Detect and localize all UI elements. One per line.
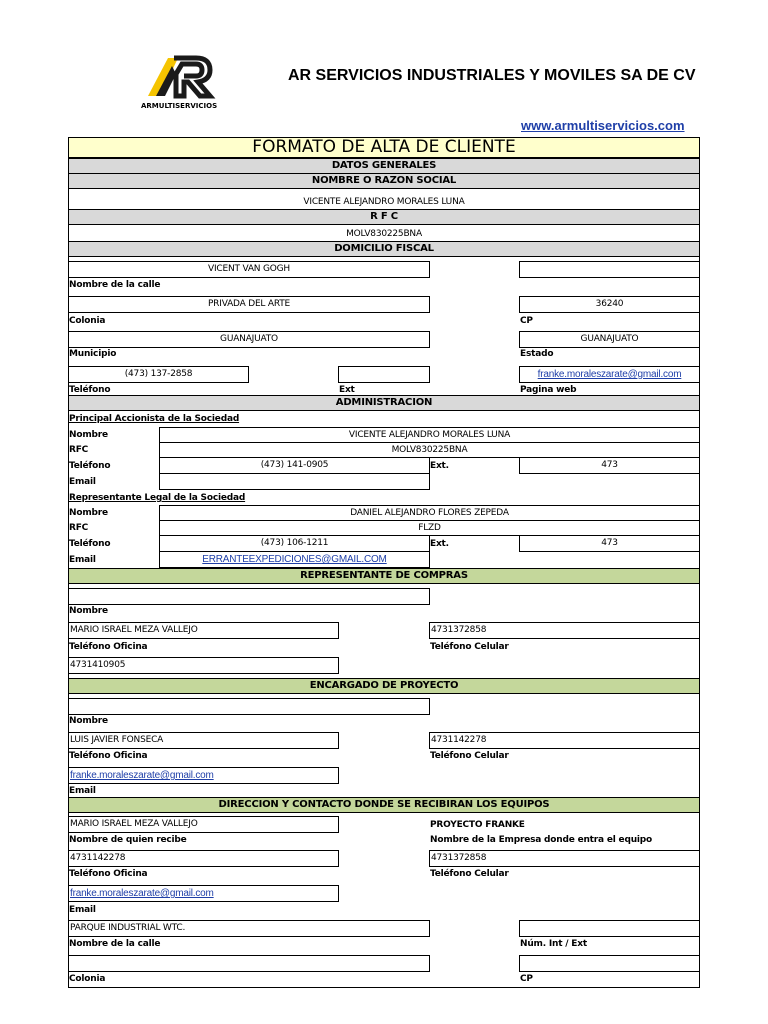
compras-celular-field[interactable]: 4731372858	[429, 622, 700, 639]
direccion-cp-field[interactable]	[519, 955, 700, 972]
cp-label: CP	[520, 316, 533, 326]
acc-email-label: Email	[69, 477, 96, 487]
direccion-num-label: Núm. Int / Ext	[520, 939, 587, 949]
web-label: Pagina web	[520, 385, 577, 395]
acc-rfc-field[interactable]: MOLV830225BNA	[159, 442, 700, 458]
colonia-label: Colonia	[69, 316, 106, 326]
telefono-field[interactable]: (473) 137-2858	[68, 366, 249, 383]
accionista-label: Principal Accionista de la Sociedad	[69, 414, 240, 424]
acc-ext-field[interactable]: 473	[519, 457, 700, 474]
compras-celular-label: Teléfono Celular	[430, 642, 509, 652]
compras-blank-field[interactable]	[68, 588, 430, 605]
web-field[interactable]	[519, 366, 700, 383]
razon-social-header: NOMBRE O RAZON SOCIAL	[68, 173, 700, 188]
web-link[interactable]: franke.moraleszarate@gmail.com	[537, 369, 682, 380]
rep-email-label: Email	[69, 555, 96, 565]
rep-nombre-field[interactable]: DANIEL ALEJANDRO FLORES ZEPEDA	[159, 505, 700, 521]
proyecto-celular-field[interactable]: 4731142278	[429, 732, 700, 749]
company-name: AR SERVICIOS INDUSTRIALES Y MOVILES SA DE CV	[288, 67, 696, 84]
direccion-colonia-label: Colonia	[69, 974, 106, 984]
rep-tel-label: Teléfono	[69, 539, 111, 549]
datos-generales-header: DATOS GENERALES	[68, 158, 700, 173]
direccion-calle-field[interactable]: PARQUE INDUSTRIAL WTC.	[68, 920, 430, 937]
proyecto-email-label: Email	[69, 786, 96, 796]
form-title-text: FORMATO DE ALTA DE CLIENTE	[252, 137, 516, 157]
proyecto-header: ENCARGADO DE PROYECTO	[68, 678, 700, 693]
direccion-email-link[interactable]: franke.moraleszarate@gmail.com	[70, 888, 214, 899]
compras-oficina-label: Teléfono Oficina	[69, 642, 148, 652]
rfc-header: R F C	[68, 209, 700, 224]
acc-nombre-field[interactable]: VICENTE ALEJANDRO MORALES LUNA	[159, 427, 700, 443]
rep-email-link[interactable]: ERRANTEEXPEDICIONES@GMAIL.COM	[202, 554, 387, 565]
recibe-field[interactable]: MARIO ISRAEL MEZA VALLEJO	[68, 816, 339, 833]
estado-label: Estado	[520, 349, 554, 359]
direccion-oficina-label: Teléfono Oficina	[69, 869, 148, 879]
proyecto-email-field[interactable]	[68, 767, 339, 784]
direccion-header: DIRECCION Y CONTACTO DONDE SE RECIBIRAN LOS EQUIPOS	[68, 797, 700, 812]
compras-nombre-field[interactable]: MARIO ISRAEL MEZA VALLEJO	[68, 622, 339, 639]
website-link[interactable]: www.armultiservicios.com	[521, 118, 685, 133]
estado-field[interactable]: GUANAJUATO	[519, 331, 700, 348]
direccion-cp-label: CP	[520, 974, 533, 984]
compras-header: REPRESENTANTE DE COMPRAS	[68, 568, 700, 583]
direccion-calle-label: Nombre de la calle	[69, 939, 161, 949]
rep-rfc-field[interactable]: FLZD	[159, 520, 700, 536]
numero-field[interactable]	[519, 261, 700, 278]
direccion-email-label: Email	[69, 905, 96, 915]
company-logo	[138, 50, 218, 116]
proyecto-celular-label: Teléfono Celular	[430, 751, 509, 761]
rep-legal-label: Representante Legal de la Sociedad	[69, 493, 246, 503]
rep-tel-field[interactable]: (473) 106-1211	[159, 535, 430, 552]
acc-email-field[interactable]	[159, 473, 430, 490]
calle-label: Nombre de la calle	[69, 280, 161, 290]
direccion-num-field[interactable]	[519, 920, 700, 937]
proyecto-nombre-label: Nombre	[69, 716, 108, 726]
acc-tel-label: Teléfono	[69, 461, 111, 471]
proyecto-oficina-label: Teléfono Oficina	[69, 751, 148, 761]
administracion-header: ADMINISTRACION	[68, 395, 700, 410]
empresa-value: PROYECTO FRANKE	[430, 820, 525, 830]
direccion-email-field[interactable]	[68, 885, 339, 902]
razon-social-value: VICENTE ALEJANDRO MORALES LUNA	[303, 197, 465, 207]
telefono-label: Teléfono	[69, 385, 111, 395]
direccion-celular-field[interactable]: 4731372858	[429, 850, 700, 867]
rep-nombre-label: Nombre	[69, 508, 108, 518]
form-title	[68, 137, 700, 158]
rep-ext-label: Ext.	[430, 539, 449, 549]
direccion-oficina-field[interactable]: 4731142278	[68, 850, 339, 867]
direccion-colonia-field[interactable]	[68, 955, 430, 972]
municipio-field[interactable]: GUANAJUATO	[68, 331, 430, 348]
empresa-label: Nombre de la Empresa donde entra el equipo	[430, 835, 653, 845]
acc-ext-label: Ext.	[430, 461, 449, 471]
proyecto-nombre-field[interactable]: LUIS JAVIER FONSECA	[68, 732, 339, 749]
compras-oficina-field[interactable]: 4731410905	[68, 657, 339, 674]
compras-nombre-label: Nombre	[69, 606, 108, 616]
acc-nombre-label: Nombre	[69, 430, 108, 440]
rep-ext-field[interactable]: 473	[519, 535, 700, 552]
frame-bottom	[68, 987, 700, 988]
acc-tel-field[interactable]: (473) 141-0905	[159, 457, 430, 474]
domicilio-header: DOMICILIO FISCAL	[68, 241, 700, 256]
proyecto-email-link[interactable]: franke.moraleszarate@gmail.com	[70, 770, 214, 781]
direccion-celular-label: Teléfono Celular	[430, 869, 509, 879]
rep-rfc-label: RFC	[69, 523, 89, 533]
rep-email-field[interactable]	[159, 551, 430, 568]
ext-label: Ext	[339, 385, 355, 395]
municipio-label: Municipio	[69, 349, 117, 359]
proyecto-blank-field[interactable]	[68, 698, 430, 715]
logo-text: ARMULTISERVICIOS	[141, 102, 218, 110]
colonia-field[interactable]: PRIVADA DEL ARTE	[68, 296, 430, 313]
calle-field[interactable]: VICENT VAN GOGH	[68, 261, 430, 278]
ext-field[interactable]	[338, 366, 430, 383]
recibe-label: Nombre de quien recibe	[69, 835, 187, 845]
rfc-value: MOLV830225BNA	[346, 229, 422, 239]
cp-field[interactable]: 36240	[519, 296, 700, 313]
acc-rfc-label: RFC	[69, 445, 89, 455]
